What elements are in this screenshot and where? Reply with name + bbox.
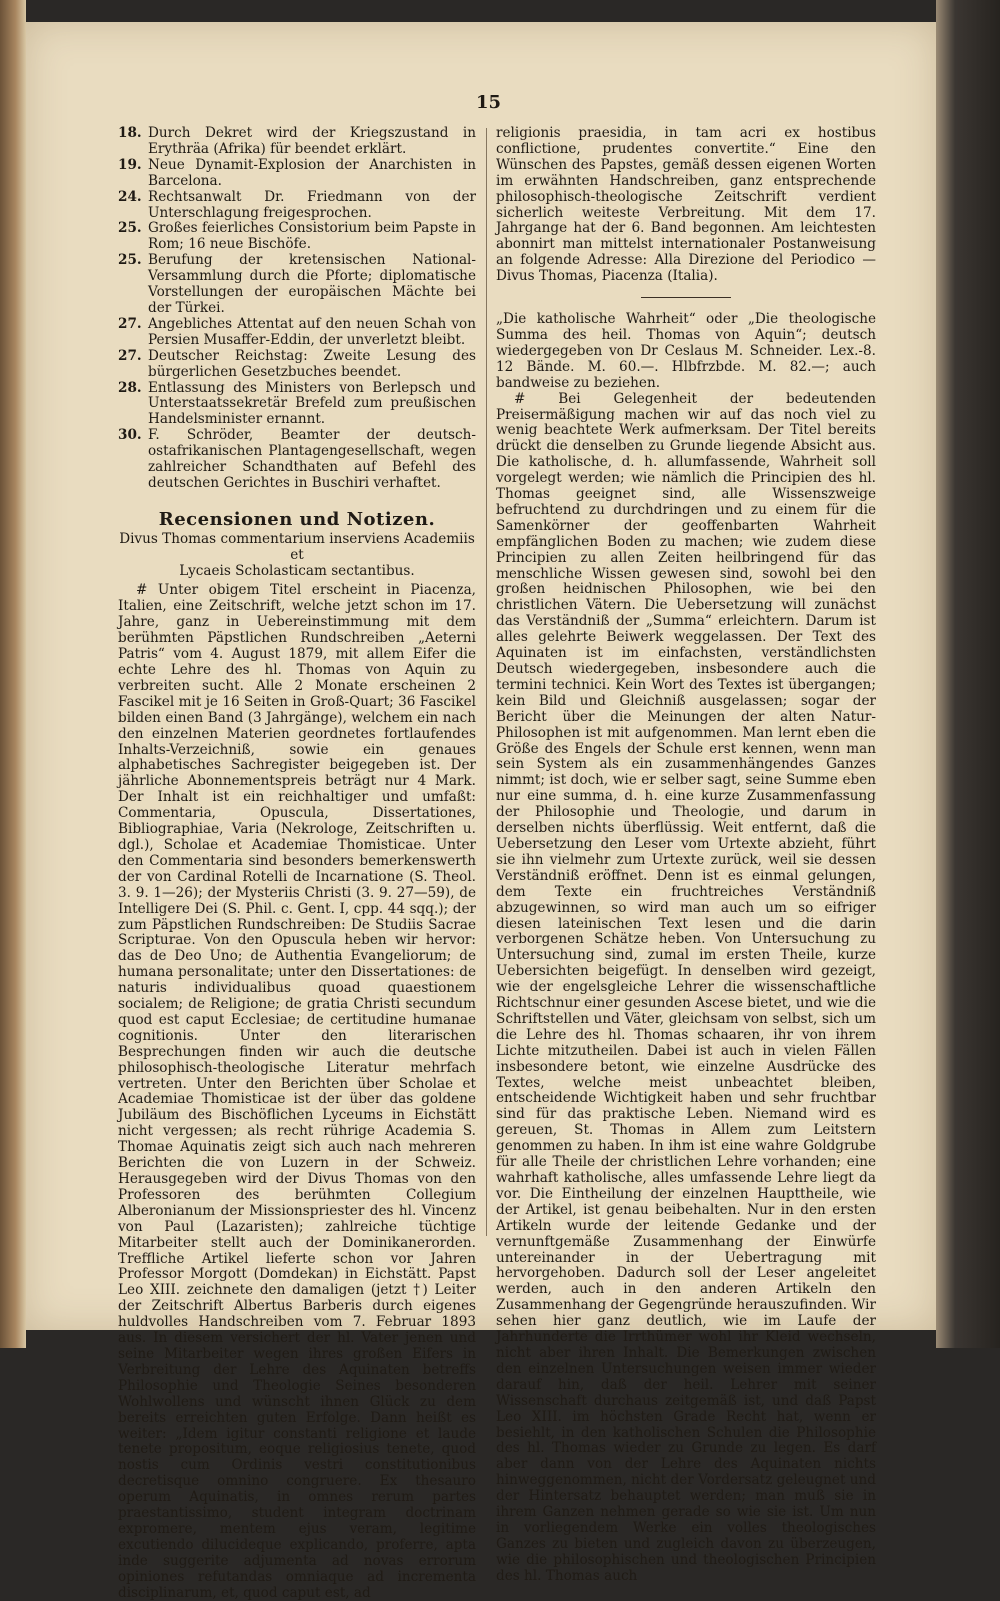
column-divider	[486, 128, 487, 1236]
chronicle-item: 25. Großes feierliches Consistorium beim Papste in Rom; 16 neue Bischöfe.	[118, 220, 476, 253]
section-title: Recensionen und Notizen.	[158, 508, 436, 530]
book-entry: „Die katholische Wahrheit“ oder „Die theologische Summa des heil. Thomas von Aquin“; deutsch wiedergegeben von Dr Ceslaus M. Schneider. Lex.-8. 12 Bände. M. 60.—. Hlbfrzbde. M. 82.—; auch bandweise zu beziehen.	[496, 311, 876, 391]
book-edge	[936, 0, 1000, 1348]
left-column	[118, 126, 476, 1601]
review-body: # Bei Gelegenheit der bedeutenden Preisermäßigung machen wir auf das noch viel zu wenig beachtete Werk aufmerksam. Der Titel bereits drückt die denselben zu Grunde liegende Absicht aus. Die katholische, d. h. allumfassende, Wahrheit soll vorgelegt werden; wie nämlich die Principien des hl. Thomas geeignet sind, alle Wissenszweige befruchtend zu durchdringen und zu einem für die Samenkörner der geoffenbarten Wahrheit empfänglichen Boden zu machen; wie zudem diese Principien zu allen Zeiten heilbringend für das menschliche Wissen gewesen sind, sowohl bei den großen heidnischen Philosophen, wie bei den christlichen Vätern. Die Uebersetzung will zunächst das Verständniß der „Summa“ erleichtern. Darum ist alles gelehrte Beiwerk weggelassen. Der Text des Aquinaten ist im einfachsten, verständlichsten Deutsch wiedergegeben, insbesondere auch die termini technici. Kein Wort des Textes ist übergangen; kein Bild und Gleichniß ausgelassen; sogar der Bericht über die Meinungen der alten Natur-Philosophen ist mit aufgenommen. Man lernt eben die Größe des Engels der Schule erst kennen, wenn man sein System als ein zusammenhängendes Ganzes nimmt; ist doch, wie er selber sagt, seine Summe eben nur eine summa, d. h. eine kurze Zusammenfassung der Philosophie und Theologie, und darum in derselben nichts überflüssig. Weit entfernt, daß die Uebersetzung den Leser vom Urtexte abzieht, führt sie ihn vielmehr zum Urtexte zurück, weil sie dessen Verständniß eröffnet. Denn ist es einmal gelungen, dem Texte ein fruchtreiches Verständniß abzugewinnen, so wird man auch um so eifriger diesen lateinischen Text lesen und die darin verborgenen Schätze heben. Von Untersuchung zu Untersuchung sind, zumal im ersten Theile, kurze Uebersichten beigefügt. In denselben wird gezeigt, wie der engelsgleiche Lehrer die wissenschaftliche Richtschnur einer gesunden Ascese bietet, und wie die Schriftstellen und Väter, gleichsam von selbst, sich um die Lehre des hl. Thomas schaaren, ihr von ihrem Lichte mitzutheilen. Dabei ist auch in vielen Fällen insbesondere betont, wie einzelne Ausdrücke des Textes, welche meist unbeachtet bleiben, entscheidende Wichtigkeit haben und sehr fruchtbar sind für das praktische Leben. Niemand wird es gereuen, St. Thomas in Allem zum Leitstern genommen zu haben. In ihm ist eine wahre Goldgrube für alle Theile der christlichen Lehre vorhanden; eine wahrhaft katholische, alles umfassende Lehre liegt da vor. Die Eintheilung der einzelnen Haupttheile, wie der Artikel, ist genau beibehalten. Nur in den ersten Artikeln wurde der leitende Gedanke und der vernunftgemäße Zusammenhang der Einwürfe untereinander in der Uebertragung mit hervorgehoben. Dadurch soll der Leser angeleitet werden, auch in den anderen Artikeln den Zusammenhang der Gegengründe herauszufinden. Wir sehen hier ganz deutlich, wie im Laufe der Jahrhunderte die Irrthümer wohl ihr Kleid wechseln, nicht aber ihren Inhalt. Die Bemerkungen zwischen den einzelnen Untersuchungen weisen immer wieder darauf hin, daß der heil. Lehrer mit seiner Wissenschaft durchaus zeitgemäß ist, und daß Papst Leo XIII. im höchsten Grade Recht hat, wenn er besiehlt, in den katholischen Schulen die Philosophie des hl. Thomas wieder zu Grunde zu legen. Es darf aber dann von der Lehre des Aquinaten nichts hinweggenommen, nicht der Vordersatz geleugnet und der Hintersatz behauptet werden; man muß sie in ihrem Ganzen nehmen gerade so wie sie ist. Um nun in vorliegendem Werke ein volles theologisches Ganzes zu bieten und zugleich davon zu überzeugen, wie die philosophischen und theologischen Principien des hl. Thomas auch	[496, 390, 876, 1584]
chronicle-item: 24. Rechtsanwalt Dr. Friedmann von der Unterschlagung freigesprochen.	[118, 188, 476, 221]
chronicle-item: 18. Durch Dekret wird der Kriegszustand in Erythräa (Afrika) für beendet erklärt.	[118, 125, 476, 157]
chronicle-item: 30. F. Schröder, Beamter der deutsch-ostafrikanischen Plantagengesellschaft, wegen zahlreicher Schandthaten auf Befehl des deutschen Gerichtes in Buschiri verhaftet.	[118, 427, 476, 491]
review-title	[118, 532, 476, 580]
chronicle-item: 25. Berufung der kretensischen National-Versammlung durch die Pforte; diplomatische Vorstellungen der europäischen Mächte bei der Türkei.	[118, 252, 476, 316]
right-column	[496, 126, 876, 1585]
chronicle-item: 19. Neue Dynamit-Explosion der Anarchisten in Barcelona.	[118, 156, 476, 189]
chronicle-item: 28. Entlassung des Ministers von Berlepsch und Unterstaatssekretär Brefeld zum preußischen Handelsminister ernannt.	[118, 379, 476, 428]
review-continuation: religionis praesidia, in tam acri ex hostibus conflictione, prudentes convertite.“ Eine den Wünschen des Papstes, gemäß dessen eigenen Worten im erwähnten Handschreiben, ganz entsprechende philosophisch-theologische Zeitschrift verdient sicherlich weiteste Verbreitung. Mit dem 17. Jahrgange hat der 6. Band begonnen. Am leichtesten abonnirt man mittelst internationaler Postanweisung an folgende Adresse: Alla Direzione del Periodico — Divus Thomas, Piacenza (Italia).	[496, 125, 876, 285]
review-body: # Unter obigem Titel erscheint in Piacenza, Italien, eine Zeitschrift, welche jetzt schon im 17. Jahre, ganz in Uebereinstimmung mit dem berühmten Päpstlichen Rundschreiben „Aeterni Patris“ vom 4. August 1879, mit allem Eifer die echte Lehre des hl. Thomas von Aquin zu verbreiten sucht. Alle 2 Monate erscheinen 2 Fascikel mit je 16 Seiten in Groß-Quart; 36 Fascikel bilden einen Band (3 Jahrgänge), welchem ein nach den einzelnen Materien geordnetes fortlaufendes Inhalts-Verzeichniß, sowie ein genaues alphabetisches Sachregister beigegeben ist. Der jährliche Abonnementspreis beträgt nur 4 Mark. Der Inhalt ist ein reichhaltiger und umfaßt: Commentaria, Opuscula, Dissertationes, Bibliographiae, Varia (Nekrologe, Zeitschriften u. dgl.), Scholae et Academiae Thomisticae. Unter den Commentaria sind besonders bemerkenswerth der von Cardinal Rotelli de Incarnatione (S. Theol. 3. 9. 1—26); der Mysteriis Christi (3. 9. 27—59), de Intelligere Dei (S. Phil. c. Gent. I, cpp. 44 sqq.); der zum Päpstlichen Rundschreiben: De Studiis Sacrae Scripturae. Von den Opuscula heben wir hervor: das de Deo Uno; de Authentia Evangeliorum; de humana personalitate; unter den Dissertationes: de naturis individualibus quoad quaestionem socialem; de Religione; de gratia Christi secundum quod est caput Ecclesiae; de certitudine humanae cognitionis. Unter den literarischen Besprechungen finden wir auch die deutsche philosophisch-theologische Literatur mehrfach vertreten. Unter den Berichten über Scholae et Academiae Thomisticae ist der über das goldene Jubiläum des Bischöflichen Lyceums in Eichstätt nicht vergessen; als recht rührige Academia S. Thomae Aquinatis zeigt sich auch nach mehreren Berichten die von Luzern in der Schweiz. Herausgegeben wird der Divus Thomas von den Professoren des berühmten Collegium Alberonianum der Missionspriester des hl. Vincenz von Paul (Lazaristen); zahlreiche tüchtige Mitarbeiter stellt auch der Dominikanerorden. Treffliche Artikel lieferte schon vor Jahren Professor Morgott (Domdekan) in Eichstätt. Papst Leo XIII. zeichnete den damaligen (jetzt †) Leiter der Zeitschrift Albertus Barberis durch eigenes huldvolles Handschreiben vom 7. Februar 1893 aus. In diesem versichert der hl. Vater jenen und seine Mitarbeiter wegen ihres großen Eifers in Verbreitung der Lehre des Aquinaten betreffs Philosophie und Theologie Seines besonderen Wohlwollens und wünscht ihnen Glück zu dem bereits erreichten guten Erfolge. Dann heißt es weiter: „Idem igitur constanti religione et laude tenete propositum, eoque religiosius tenete, quod nostis cum Ordinis vestri constitutionibus decretisque omnino congruere. Ex thesauro operum Aquinatis, in omnes rerum partes praestantissimo, student integram doctrinam expromere, mentem ejus veram, legitime excutiendo dilucideque explicando, proferre, apta inde suggerite adjumenta ad novas errorum opiniones refutandas omniaque ad incrementa disciplinarum, et, quod caput est, ad	[118, 582, 476, 1601]
review-title-line: Lycaeis Scholasticam sectantibus.	[179, 562, 415, 579]
chronicle-item: 27. Angebliches Attentat auf den neuen Schah von Persien Musaffer-Eddin, der unverletzt bleibt.	[118, 315, 476, 348]
review-title-line: Divus Thomas commentarium inserviens Academiis et	[119, 530, 475, 563]
binding-gutter	[0, 0, 26, 1348]
chronicle-item: 27. Deutscher Reichstag: Zweite Lesung des bürgerlichen Gesetzbuches beendet.	[118, 347, 476, 380]
separator-rule	[641, 297, 731, 298]
page-number: 15	[476, 92, 502, 113]
chronicle-list	[118, 126, 476, 492]
